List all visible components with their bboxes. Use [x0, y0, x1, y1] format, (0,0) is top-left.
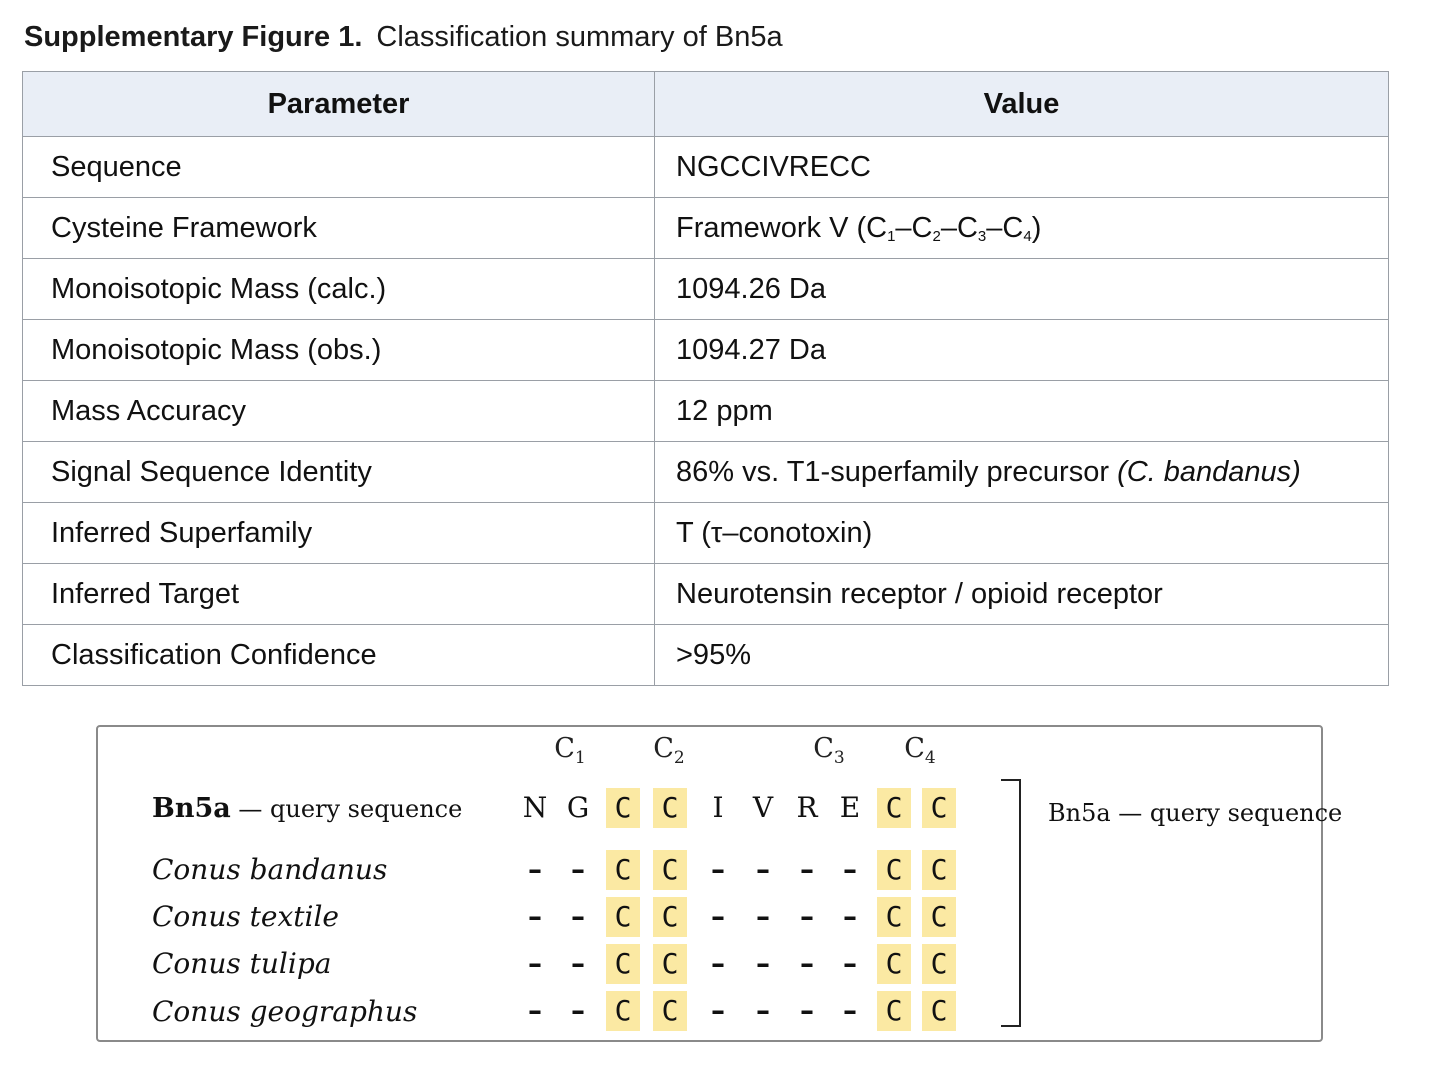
gap-residue: –	[843, 947, 857, 980]
bracket-label: Bn5a — query sequence	[1048, 799, 1343, 827]
param-cell: Classification Confidence	[23, 625, 655, 686]
param-cell: Sequence	[23, 137, 655, 198]
cysteine-residue: C	[653, 788, 687, 828]
cysteine-residue: C	[877, 788, 911, 828]
gap-residue: –	[756, 900, 770, 933]
cysteine-residue: C	[653, 850, 687, 890]
species-label: Conus tulipa	[152, 947, 332, 980]
table-row	[23, 503, 1389, 564]
value-cell: >95%	[655, 625, 1389, 686]
gap-residue: –	[571, 853, 585, 886]
table-row	[23, 381, 1389, 442]
gap-residue: –	[800, 853, 814, 886]
gap-residue: –	[571, 947, 585, 980]
gap-residue: –	[711, 994, 725, 1027]
gap-residue: –	[800, 994, 814, 1027]
cysteine-residue: C	[922, 850, 956, 890]
gap-residue: –	[571, 900, 585, 933]
table-row	[23, 198, 1389, 259]
cysteine-residue: C	[922, 944, 956, 984]
header-parameter: Parameter	[23, 72, 655, 137]
figure-label: Supplementary Figure 1.	[24, 21, 363, 53]
cysteine-residue: C	[877, 991, 911, 1031]
gap-residue: –	[528, 947, 542, 980]
table-row	[23, 625, 1389, 686]
table-row	[23, 564, 1389, 625]
query-label: Bn5a — query sequence	[152, 793, 463, 824]
group-bracket	[1001, 779, 1021, 1027]
cysteine-residue: C	[922, 897, 956, 937]
cys-label-c1: $C_1$	[554, 733, 586, 768]
residue: E	[839, 791, 861, 824]
value-cell: T (τ–conotoxin)	[655, 503, 1389, 564]
param-cell: Inferred Superfamily	[23, 503, 655, 564]
table-row	[23, 320, 1389, 381]
cysteine-residue: C	[606, 788, 640, 828]
param-cell: Signal Sequence Identity	[23, 442, 655, 503]
figure-title: Classification summary of Bn5a	[376, 21, 783, 53]
cysteine-residue: C	[922, 788, 956, 828]
residue: G	[566, 791, 590, 824]
cysteine-residue: C	[606, 991, 640, 1031]
species-label: Conus textile	[152, 900, 339, 933]
value-cell: 1094.26 Da	[655, 259, 1389, 320]
figure-caption	[24, 18, 783, 56]
value-cell: 12 ppm	[655, 381, 1389, 442]
sequence-alignment-panel	[96, 725, 1343, 1042]
param-cell: Monoisotopic Mass (calc.)	[23, 259, 655, 320]
gap-residue: –	[528, 853, 542, 886]
cysteine-residue: C	[653, 944, 687, 984]
gap-residue: –	[843, 900, 857, 933]
residue: I	[712, 791, 724, 824]
header-value: Value	[655, 72, 1389, 137]
gap-residue: –	[800, 900, 814, 933]
residue: N	[522, 791, 548, 824]
param-cell: Monoisotopic Mass (obs.)	[23, 320, 655, 381]
species-label: Conus bandanus	[152, 853, 388, 886]
gap-residue: –	[711, 900, 725, 933]
table-row	[23, 137, 1389, 198]
table-header-row	[23, 72, 1389, 137]
residue: V	[752, 791, 774, 824]
cysteine-residue: C	[877, 850, 911, 890]
gap-residue: –	[800, 947, 814, 980]
param-cell: Mass Accuracy	[23, 381, 655, 442]
value-cell: Neurotensin receptor / opioid receptor	[655, 564, 1389, 625]
gap-residue: –	[711, 947, 725, 980]
param-cell: Cysteine Framework	[23, 198, 655, 259]
value-cell: NGCCIVRECC	[655, 137, 1389, 198]
cysteine-residue: C	[606, 944, 640, 984]
gap-residue: –	[756, 853, 770, 886]
gap-residue: –	[711, 853, 725, 886]
gap-residue: –	[528, 900, 542, 933]
table-row	[23, 259, 1389, 320]
cysteine-residue: C	[606, 850, 640, 890]
gap-residue: –	[756, 994, 770, 1027]
value-cell: 86% vs. T1-superfamily precursor (C. bandanus)	[655, 442, 1389, 503]
param-cell: Inferred Target	[23, 564, 655, 625]
cysteine-residue: C	[653, 897, 687, 937]
value-cell: Framework V $(C_1-C_2-C_3-C_4)$	[655, 198, 1389, 259]
gap-residue: –	[843, 994, 857, 1027]
value-cell: 1094.27 Da	[655, 320, 1389, 381]
gap-residue: –	[843, 853, 857, 886]
species-label: Conus geographus	[152, 995, 418, 1028]
gap-residue: –	[528, 994, 542, 1027]
cysteine-residue: C	[653, 991, 687, 1031]
cys-label-c3: $C_3$	[813, 733, 845, 768]
table-row	[23, 442, 1389, 503]
classification-table	[22, 71, 1389, 686]
gap-residue: –	[756, 947, 770, 980]
cysteine-residue: C	[877, 897, 911, 937]
cysteine-residue: C	[606, 897, 640, 937]
residue: R	[796, 791, 818, 824]
gap-residue: –	[571, 994, 585, 1027]
cysteine-residue: C	[922, 991, 956, 1031]
cysteine-residue: C	[877, 944, 911, 984]
cys-label-c2: $C_2$	[653, 733, 685, 768]
cys-label-c4: $C_4$	[904, 733, 936, 768]
